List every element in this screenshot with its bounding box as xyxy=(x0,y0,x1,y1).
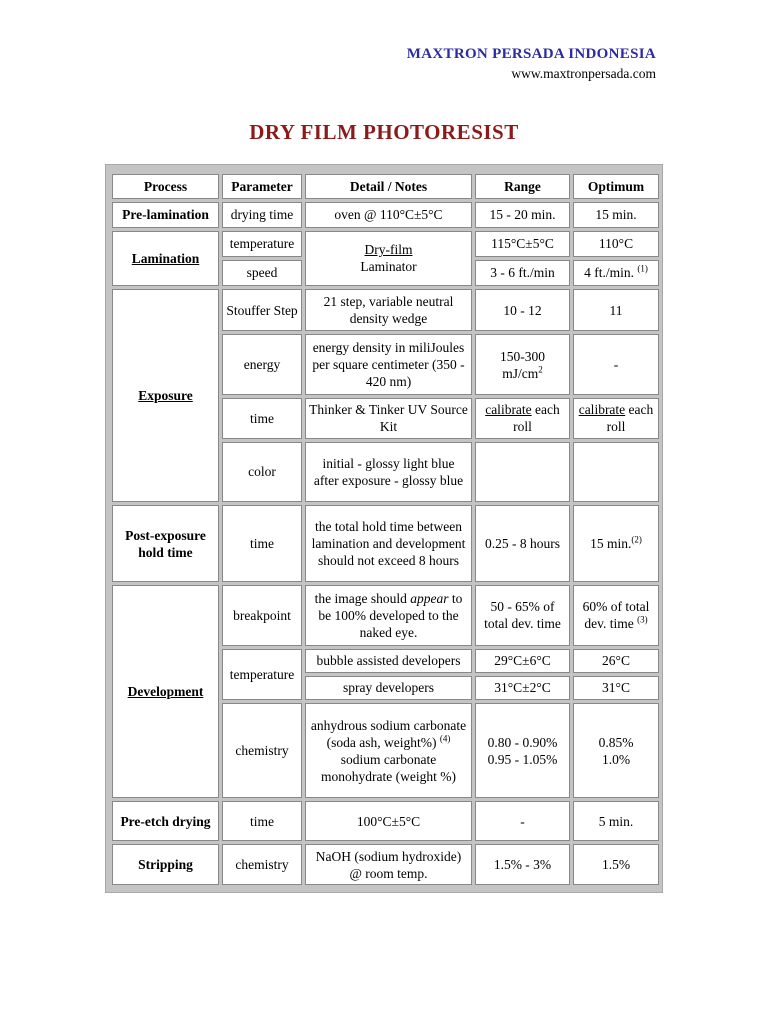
table-row xyxy=(112,844,659,885)
detail-cell xyxy=(305,703,472,798)
parameter-cell: Stouffer Step xyxy=(222,289,302,331)
parameter-cell: temperature xyxy=(222,649,302,701)
detail-cell: spray developers xyxy=(305,676,472,700)
range-text: 0.95 - 1.05% xyxy=(487,751,558,767)
process-cell xyxy=(112,231,219,287)
detail-cell: bubble assisted developers xyxy=(305,649,472,673)
table-row xyxy=(112,202,659,227)
process-cell xyxy=(112,585,219,798)
range-text: 150-300 xyxy=(500,348,545,364)
footnote-marker: (1) xyxy=(637,263,648,274)
parameter-cell: time xyxy=(222,801,302,841)
parameter-cell: chemistry xyxy=(222,844,302,885)
parameter-cell: temperature xyxy=(222,231,302,257)
photoresist-table-frame xyxy=(105,164,663,893)
optimum-cell: 26°C xyxy=(573,649,659,673)
optimum-cell: - xyxy=(573,334,659,395)
parameter-cell: drying time xyxy=(222,202,302,227)
detail-cell: 21 step, variable neutral density wedge xyxy=(305,289,472,331)
detail-cell xyxy=(305,585,472,646)
table-row xyxy=(112,231,659,257)
footnote-marker: (4) xyxy=(439,733,451,744)
process-cell: Pre-etch drying xyxy=(112,801,219,841)
optimum-cell xyxy=(573,585,659,646)
process-link[interactable]: Exposure xyxy=(138,388,193,404)
process-cell xyxy=(112,289,219,502)
range-cell xyxy=(475,703,570,798)
parameter-cell: time xyxy=(222,505,302,582)
parameter-cell: energy xyxy=(222,334,302,395)
range-cell: 31°C±2°C xyxy=(475,676,570,700)
parameter-cell: time xyxy=(222,398,302,438)
range-cell: - xyxy=(475,801,570,841)
range-cell xyxy=(475,442,570,503)
range-cell: 50 - 65% of total dev. time xyxy=(475,585,570,646)
process-link[interactable]: Development xyxy=(127,683,204,699)
optimum-text: 60% of total dev. time xyxy=(582,599,650,632)
range-cell: 15 - 20 min. xyxy=(475,202,570,227)
range-unit: mJ/cm xyxy=(502,365,539,381)
detail-cell: Thinker & Tinker UV Source Kit xyxy=(305,398,472,438)
column-header: Range xyxy=(475,174,570,199)
optimum-cell: 11 xyxy=(573,289,659,331)
optimum-cell xyxy=(573,442,659,503)
column-header: Parameter xyxy=(222,174,302,199)
table-row xyxy=(112,289,659,331)
column-header: Process xyxy=(112,174,219,199)
optimum-cell xyxy=(573,703,659,798)
optimum-cell: 1.5% xyxy=(573,844,659,885)
range-cell: 1.5% - 3% xyxy=(475,844,570,885)
range-cell: 29°C±6°C xyxy=(475,649,570,673)
table-header-row xyxy=(112,174,659,199)
range-text: each roll xyxy=(513,402,560,435)
optimum-text: 0.85% xyxy=(598,734,634,750)
company-url[interactable]: www.maxtronpersada.com xyxy=(511,66,656,81)
footnote-marker: (2) xyxy=(631,534,642,545)
column-header: Detail / Notes xyxy=(305,174,472,199)
calibrate-link[interactable]: calibrate xyxy=(578,402,626,418)
detail-emphasis: appear xyxy=(410,590,449,606)
detail-cell: NaOH (sodium hydroxide) @ room temp. xyxy=(305,844,472,885)
range-cell: 3 - 6 ft./min xyxy=(475,260,570,286)
detail-text: Laminator xyxy=(360,259,417,275)
range-cell: 115°C±5°C xyxy=(475,231,570,257)
range-cell xyxy=(475,398,570,438)
parameter-cell: chemistry xyxy=(222,703,302,798)
detail-cell: the total hold time between lamination and development should not exceed 8 hours xyxy=(305,505,472,582)
dry-film-link[interactable]: Dry-film xyxy=(364,242,413,258)
calibrate-link[interactable]: calibrate xyxy=(485,402,532,418)
company-header xyxy=(407,46,656,82)
optimum-cell: 31°C xyxy=(573,676,659,700)
detail-cell xyxy=(305,231,472,287)
optimum-text: each roll xyxy=(606,402,654,435)
detail-cell: oven @ 110°C±5°C xyxy=(305,202,472,227)
range-text: 0.80 - 0.90% xyxy=(487,734,558,750)
table-row xyxy=(112,505,659,582)
unit-exponent: 2 xyxy=(538,364,543,375)
optimum-cell: 15 min. xyxy=(573,202,659,227)
optimum-text: 15 min. xyxy=(590,536,632,552)
detail-cell: initial - glossy light blue after exposure - glossy blue xyxy=(305,442,472,503)
detail-cell: 100°C±5°C xyxy=(305,801,472,841)
optimum-text: 4 ft./min. xyxy=(584,265,634,281)
range-cell xyxy=(475,334,570,395)
process-cell: Stripping xyxy=(112,844,219,885)
detail-text: anhydrous sodium carbonate (soda ash, weight%) xyxy=(310,717,467,750)
detail-text: sodium carbonate monohydrate (weight %) xyxy=(321,751,456,784)
table-row xyxy=(112,585,659,646)
parameter-cell: breakpoint xyxy=(222,585,302,646)
process-cell: Pre-lamination xyxy=(112,202,219,227)
range-cell: 10 - 12 xyxy=(475,289,570,331)
optimum-cell xyxy=(573,398,659,438)
photoresist-table xyxy=(109,171,662,888)
footnote-marker: (3) xyxy=(637,614,648,625)
range-cell: 0.25 - 8 hours xyxy=(475,505,570,582)
table-row xyxy=(112,801,659,841)
optimum-cell: 110°C xyxy=(573,231,659,257)
process-cell: Post-exposure hold time xyxy=(112,505,219,582)
optimum-text: 1.0% xyxy=(601,751,631,767)
company-name: MAXTRON PERSADA INDONESIA xyxy=(406,46,656,62)
optimum-cell xyxy=(573,260,659,286)
parameter-cell: speed xyxy=(222,260,302,286)
optimum-cell: 5 min. xyxy=(573,801,659,841)
optimum-cell xyxy=(573,505,659,582)
parameter-cell: color xyxy=(222,442,302,503)
column-header: Optimum xyxy=(573,174,659,199)
document-title: DRY FILM PHOTORESIST xyxy=(249,120,519,144)
detail-text: the image should xyxy=(314,590,407,606)
detail-text: to be 100% developed to the naked eye. xyxy=(318,590,463,640)
process-link[interactable]: Lamination xyxy=(131,250,200,266)
detail-cell: energy density in miliJoules per square centimeter (350 - 420 nm) xyxy=(305,334,472,395)
